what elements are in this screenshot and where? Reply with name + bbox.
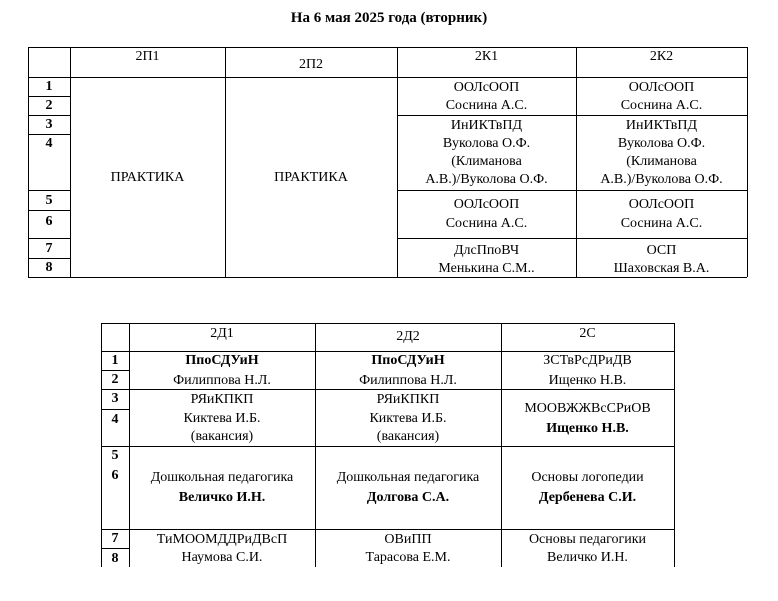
lesson-teacher: Дербенева С.И. [538,490,637,505]
lesson-teacher: Соснина А.С. [445,216,528,231]
group-header-2p2: 2П2 [298,57,324,72]
group-header-2k2: 2К2 [649,49,674,64]
lesson-subject: ООЛсООП [628,197,695,212]
lesson-teacher: Величко И.Н. [547,550,628,565]
lesson-subject: РЯиКПКП [190,392,254,407]
lesson-subject: ОВиПП [384,532,432,547]
lesson-subject: ОСП [646,243,677,258]
lesson-subject: ПпоСДУиН [185,353,259,368]
lesson-number: 5 [45,193,53,208]
lesson-teacher: Киктева И.Б. [183,411,261,426]
lesson-number: 2 [111,372,119,387]
lesson-teacher: Ищенко Н.В. [546,421,629,436]
lesson-number: 5 [111,448,119,463]
lesson-number: 8 [111,551,119,566]
lesson-subject: МООВЖЖВсСРиОВ [524,401,651,416]
lesson-number: 7 [111,531,119,546]
lesson-subject: ООЛсООП [453,80,520,95]
lesson-teacher: (Климанова [451,154,522,169]
group-header-2s: 2С [579,326,596,341]
group-header-2d2: 2Д2 [396,329,420,344]
practice-2p2: ПРАКТИКА [274,170,348,185]
lesson-teacher: Величко И.Н. [178,490,266,505]
lesson-teacher: Вуколова О.Ф. [442,136,531,151]
lesson-teacher: Киктева И.Б. [369,411,447,426]
lesson-subject: ООЛсООП [453,197,520,212]
lesson-subject: РЯиКПКП [376,392,440,407]
lesson-teacher: Тарасова Е.М. [365,550,451,565]
page-title: На 6 мая 2025 года (вторник) [290,10,488,26]
lesson-teacher: Менькина С.М.. [438,261,535,276]
lesson-teacher: Наумова С.И. [181,550,263,565]
lesson-number: 4 [111,412,119,427]
lesson-subject: Дошкольная педагогика [150,470,294,485]
lesson-teacher: Шаховская В.А. [613,261,710,276]
lesson-number: 3 [111,391,119,406]
group-header-2k1: 2К1 [474,49,499,64]
lesson-subject: ЗСТвРсДРиДВ [543,353,632,368]
lesson-teacher: Долгова С.А. [366,490,450,505]
group-header-2d1: 2Д1 [210,326,234,341]
lesson-teacher: А.В.)/Вуколова О.Ф. [600,172,723,187]
lesson-number: 6 [45,214,53,229]
lesson-teacher: А.В.)/Вуколова О.Ф. [425,172,548,187]
lesson-subject: ПпоСДУиН [371,353,445,368]
lesson-number: 4 [45,136,53,151]
lesson-number: 6 [111,468,119,483]
lesson-teacher: Соснина А.С. [620,98,703,113]
lesson-teacher: Соснина А.С. [620,216,703,231]
lesson-subject: ИнИКТвПД [450,118,523,133]
lesson-subject: Основы педагогики [528,532,647,547]
lesson-note: (вакансия) [190,429,254,444]
group-header-2p1: 2П1 [135,49,160,64]
lesson-note: (вакансия) [376,429,440,444]
lesson-number: 8 [45,260,53,275]
lesson-number: 1 [111,353,119,368]
lesson-subject: Основы логопедии [531,470,644,485]
practice-2p1: ПРАКТИКА [110,170,185,185]
lesson-teacher: Филиппова Н.Л. [173,373,271,388]
lesson-teacher: (Климанова [626,154,697,169]
lesson-teacher: Вуколова О.Ф. [617,136,706,151]
lesson-subject: ООЛсООП [628,80,695,95]
lesson-subject: ИнИКТвПД [625,118,698,133]
lesson-number: 3 [45,117,53,132]
lesson-number: 7 [45,241,53,256]
lesson-number: 2 [45,98,53,113]
lesson-teacher: Ищенко Н.В. [548,373,627,388]
lesson-subject: ТиМООМДДРиДВсП [156,532,288,547]
lesson-teacher: Соснина А.С. [445,98,528,113]
lesson-number: 1 [45,79,53,94]
lesson-teacher: Филиппова Н.Л. [359,373,457,388]
lesson-subject: Дошкольная педагогика [336,470,480,485]
lesson-subject: ДлсПпоВЧ [453,243,520,258]
